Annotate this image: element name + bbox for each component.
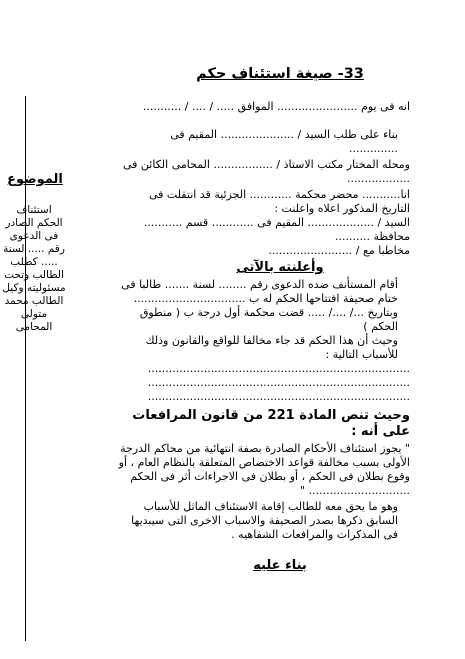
intro-addressed-line: مخاطبا مع / ........................	[268, 244, 410, 257]
law-section	[118, 442, 410, 542]
therefore-heading: بناء عليه	[253, 558, 307, 573]
intro-date-line: انه فى يوم ....................... الموافق ..... / .... / ...........	[142, 100, 410, 113]
intro-lawyer-line: ومحله المختار مكتب الاستاذ / ................. المحامى الكائن فى ..................	[123, 158, 410, 185]
notice-judgment-line: وبتاريخ .../ ..../ ..... قضت محكمة أول درجة ب ( منطوق الحكم )	[139, 306, 398, 333]
intro-requester-line: بناء على طلب السيد / ..................... المقيم فى ..............	[170, 128, 398, 155]
notice-section	[118, 278, 410, 404]
intro-bailiff-line: انا........... محضر محكمة ............ الجزئية قد انتقلت فى التاريخ المذكور اعلاه واعلنت :	[148, 188, 410, 215]
notice-dots-line: ...........................................................................	[147, 362, 410, 375]
closing-text: وهو ما يحق معه للطالب إقامة الاستئناف الماثل للأسباب السابق ذكرها بصدر الصحيفة والاسباب الاخرى التى سيبديها فى المذكرات والمرافعات الشفاهيه .	[131, 500, 398, 541]
notice-dots-line: ...........................................................................	[147, 376, 410, 389]
sidebar-subject-text: استئناف الحكم الصادر فى الدعوى رقم ..... لسنة ..... كطلب الطالب وتحت مسئوليته وكيل الطالب محمد متولى المحامى	[2, 204, 66, 333]
law-quote-text: " يجوز استئناف الأحكام الصادرة بصفة انتهائية من محاكم الدرجة الأولى بسبب مخالفة قواعد الاختصاص المتعلقة بالنظام العام ، أو وقوع بطلان فى الحكم ، أو بطلان فى الاجراءات أثر فى الحكم ............................. "	[118, 442, 410, 497]
intro-defendant-line: السيد / ................... المقيم فى ............ قسم ........... محافظة ..........	[143, 216, 410, 243]
notice-case-line: أقام المستأنف ضده الدعوى رقم ........ لسنة ....... طالبا فى ختام صحيفة افتتاحها الحكم له ب ................................	[121, 278, 398, 305]
sidebar-subject-heading: الموضوع	[7, 172, 63, 187]
notice-heading: وأعلنته بالآتى	[236, 260, 324, 275]
law-heading: وحيث تنص المادة 221 من قانون المرافعات على أنه :	[132, 408, 410, 439]
notice-reason-line: وحيث أن هذا الحكم قد جاء مخالفا للواقع والقانون وذلك للأسباب التالية :	[145, 334, 398, 361]
document-title: 33- صيغة استئناف حكم	[196, 66, 364, 82]
notice-dots-line: ...........................................................................	[147, 390, 410, 403]
intro-section	[118, 100, 410, 258]
